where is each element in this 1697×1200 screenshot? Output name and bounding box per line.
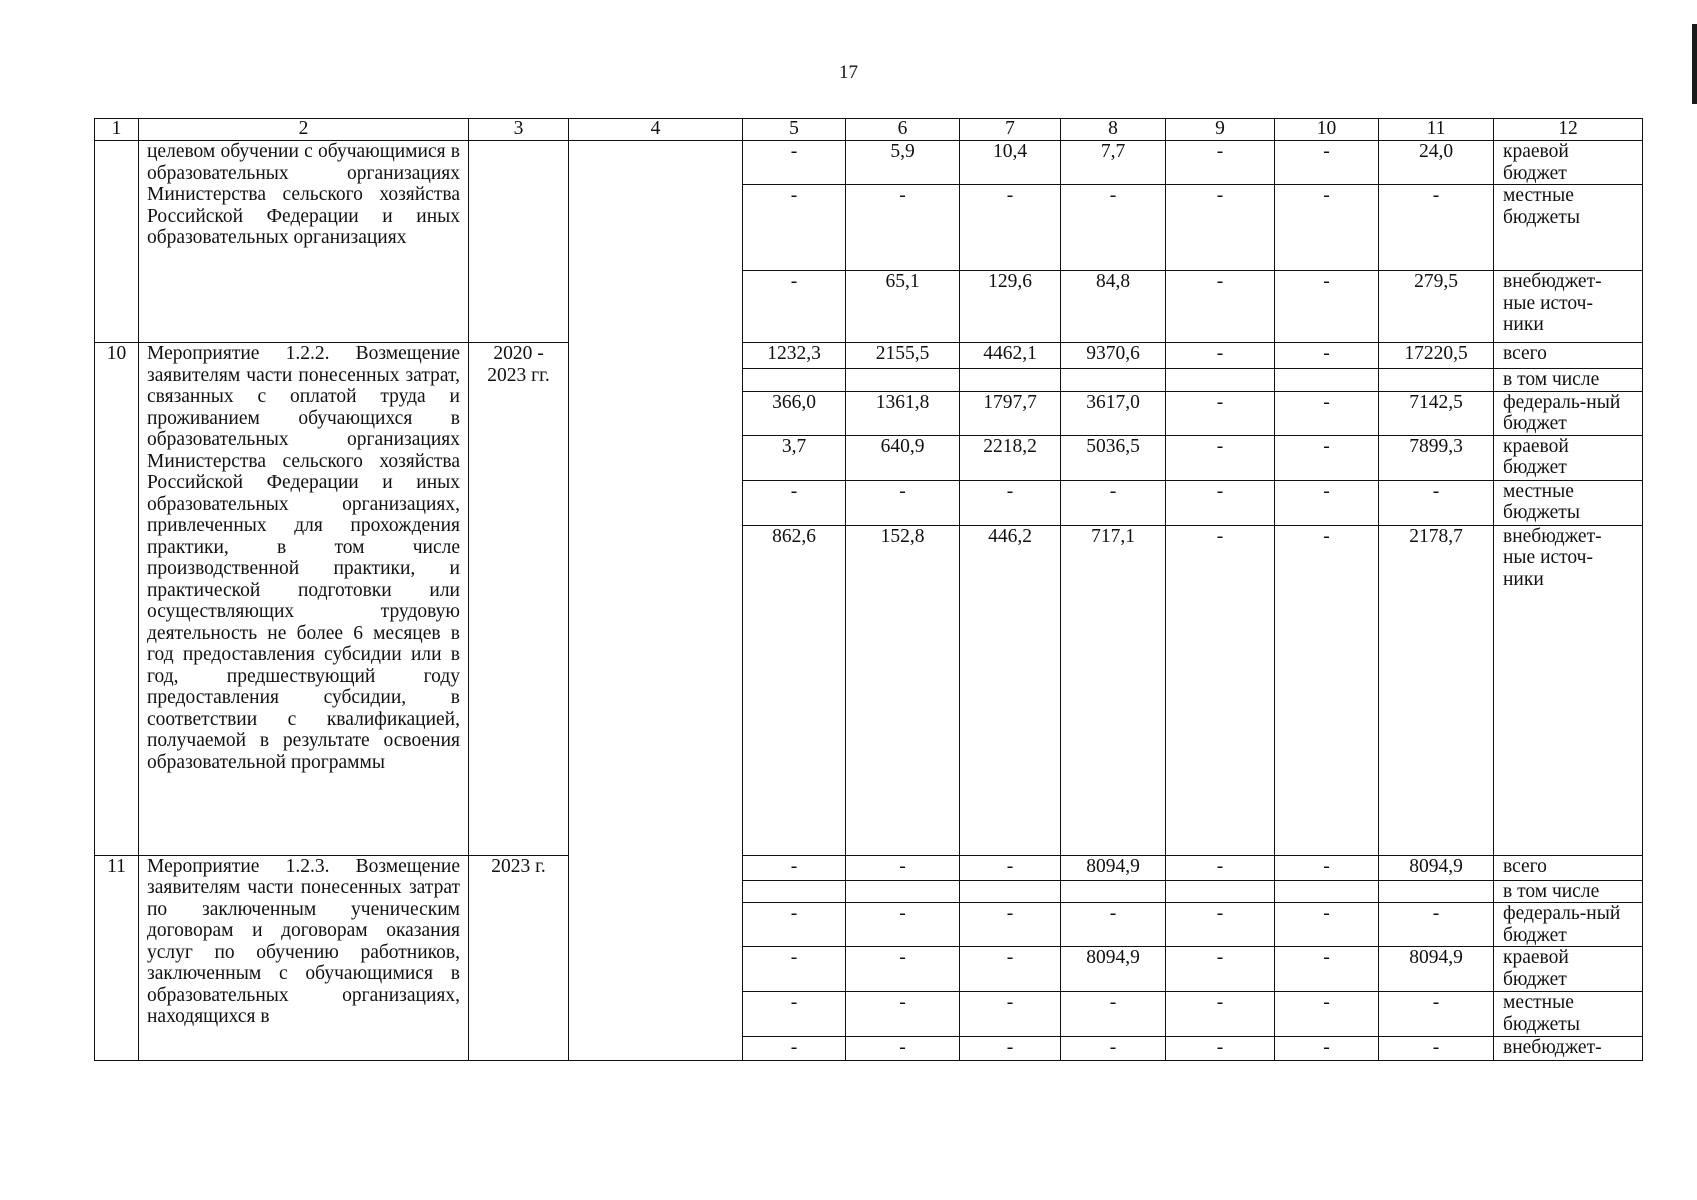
value-cell: - — [1166, 1037, 1275, 1061]
value-cell: - — [846, 185, 960, 271]
funding-source: в том числе — [1494, 880, 1643, 903]
value-cell: - — [1166, 525, 1275, 855]
header-cell: 2 — [139, 119, 469, 141]
value-cell: - — [1061, 1037, 1166, 1061]
funding-source: краевой бюджет — [1494, 947, 1643, 992]
header-cell: 9 — [1166, 119, 1275, 141]
period-cell — [469, 141, 569, 343]
value-cell — [1166, 369, 1275, 392]
scan-edge-mark — [1692, 24, 1697, 104]
value-cell: - — [960, 903, 1061, 947]
page-number: 17 — [839, 62, 858, 83]
value-cell: 3,7 — [743, 435, 846, 480]
value-cell: - — [1379, 480, 1494, 525]
value-cell: - — [1379, 1037, 1494, 1061]
value-cell: 152,8 — [846, 525, 960, 855]
value-cell: - — [743, 480, 846, 525]
value-cell: 8094,9 — [1379, 947, 1494, 992]
value-cell — [1275, 880, 1379, 903]
value-cell: - — [846, 855, 960, 880]
measure-description: целевом обучении с обучающимися в образовательных организациях Министерства сельского хозяйства Российской Федерации и иных образовательных организациях — [139, 141, 469, 343]
value-cell: - — [1166, 855, 1275, 880]
value-cell: 24,0 — [1379, 141, 1494, 185]
value-cell: - — [1061, 903, 1166, 947]
header-cell: 5 — [743, 119, 846, 141]
funding-source: местные бюджеты — [1494, 185, 1643, 271]
value-cell: - — [1275, 271, 1379, 343]
value-cell: - — [1166, 903, 1275, 947]
value-cell — [743, 880, 846, 903]
value-cell: - — [960, 992, 1061, 1037]
value-cell: - — [1061, 992, 1166, 1037]
value-cell: 65,1 — [846, 271, 960, 343]
value-cell: - — [1061, 185, 1166, 271]
value-cell: 1361,8 — [846, 391, 960, 435]
table-row — [95, 141, 1643, 185]
value-cell: 7899,3 — [1379, 435, 1494, 480]
value-cell: - — [1166, 271, 1275, 343]
value-cell: - — [1275, 141, 1379, 185]
value-cell: 4462,1 — [960, 343, 1061, 369]
funding-source: федераль-ный бюджет — [1494, 903, 1643, 947]
header-cell: 3 — [469, 119, 569, 141]
value-cell: - — [960, 855, 1061, 880]
header-cell: 8 — [1061, 119, 1166, 141]
value-cell: - — [1275, 435, 1379, 480]
funding-source: внебюджет-ные источ-ники — [1494, 271, 1643, 343]
value-cell: - — [1275, 1037, 1379, 1061]
value-cell: - — [1275, 525, 1379, 855]
value-cell: 366,0 — [743, 391, 846, 435]
value-cell: - — [1166, 141, 1275, 185]
row-index-cell — [95, 141, 139, 343]
value-cell: 862,6 — [743, 525, 846, 855]
value-cell: 5,9 — [846, 141, 960, 185]
value-cell: 9370,6 — [1061, 343, 1166, 369]
table-row — [95, 855, 1643, 880]
value-cell: 1797,7 — [960, 391, 1061, 435]
funding-source: всего — [1494, 855, 1643, 880]
value-cell: - — [846, 1037, 960, 1061]
period-cell: 2023 г. — [469, 855, 569, 1061]
value-cell: - — [1275, 391, 1379, 435]
value-cell — [1166, 880, 1275, 903]
value-cell: - — [1275, 903, 1379, 947]
value-cell: 17220,5 — [1379, 343, 1494, 369]
value-cell: 8094,9 — [1379, 855, 1494, 880]
value-cell: - — [1275, 992, 1379, 1037]
value-cell: - — [1166, 992, 1275, 1037]
value-cell: - — [846, 903, 960, 947]
funding-source: внебюджет-ные источ-ники — [1494, 525, 1643, 855]
value-cell: - — [743, 855, 846, 880]
value-cell: 8094,9 — [1061, 855, 1166, 880]
value-cell: 2155,5 — [846, 343, 960, 369]
header-cell: 7 — [960, 119, 1061, 141]
value-cell: 7142,5 — [1379, 391, 1494, 435]
value-cell — [1379, 880, 1494, 903]
value-cell: - — [1166, 947, 1275, 992]
header-cell: 10 — [1275, 119, 1379, 141]
value-cell: 279,5 — [1379, 271, 1494, 343]
funding-source: местные бюджеты — [1494, 992, 1643, 1037]
value-cell — [743, 369, 846, 392]
funding-source: федераль-ный бюджет — [1494, 391, 1643, 435]
value-cell: 84,8 — [1061, 271, 1166, 343]
table-row — [95, 343, 1643, 369]
value-cell: - — [1379, 992, 1494, 1037]
value-cell: - — [743, 141, 846, 185]
value-cell: 2178,7 — [1379, 525, 1494, 855]
value-cell: - — [960, 1037, 1061, 1061]
funding-source: краевой бюджет — [1494, 435, 1643, 480]
row-index-cell: 11 — [95, 855, 139, 1061]
value-cell — [1061, 369, 1166, 392]
period-cell: 2020 - 2023 гг. — [469, 343, 569, 856]
value-cell: - — [1166, 343, 1275, 369]
header-cell: 6 — [846, 119, 960, 141]
value-cell: - — [1166, 435, 1275, 480]
funding-source: краевой бюджет — [1494, 141, 1643, 185]
measure-description: Мероприятие 1.2.2. Возмещение заявителям части понесенных затрат, связанных с оплатой труда и проживанием обучающихся в образовательных организациях Министерства сельского хозяйства Российской Федерации и иных образовательных организациях, привлеченных для прохождения практики, в том числе производственной практики, и практической подготовки или осуществляющих трудовую деятельность не более 6 месяцев в год предоставления субсидии или в год, предшествующий году предоставления субсидии, в соответствии с квалификацией, получаемой в результате освоения образовательной программы — [139, 343, 469, 856]
value-cell: 717,1 — [1061, 525, 1166, 855]
value-cell: 7,7 — [1061, 141, 1166, 185]
value-cell: - — [743, 1037, 846, 1061]
value-cell: 129,6 — [960, 271, 1061, 343]
value-cell: - — [743, 992, 846, 1037]
value-cell: - — [1275, 185, 1379, 271]
value-cell: - — [846, 947, 960, 992]
value-cell: 5036,5 — [1061, 435, 1166, 480]
funding-source: внебюджет- — [1494, 1037, 1643, 1061]
value-cell: 3617,0 — [1061, 391, 1166, 435]
value-cell: - — [1061, 480, 1166, 525]
value-cell: - — [846, 992, 960, 1037]
header-cell: 12 — [1494, 119, 1643, 141]
funding-table — [94, 118, 1643, 1061]
value-cell — [846, 369, 960, 392]
value-cell: - — [743, 947, 846, 992]
value-cell — [846, 880, 960, 903]
value-cell: 446,2 — [960, 525, 1061, 855]
header-cell: 11 — [1379, 119, 1494, 141]
value-cell: - — [743, 185, 846, 271]
value-cell: 8094,9 — [1061, 947, 1166, 992]
funding-source: всего — [1494, 343, 1643, 369]
header-cell: 1 — [95, 119, 139, 141]
value-cell — [1275, 369, 1379, 392]
value-cell: - — [743, 903, 846, 947]
value-cell: 640,9 — [846, 435, 960, 480]
value-cell: - — [1166, 185, 1275, 271]
funding-source: местные бюджеты — [1494, 480, 1643, 525]
value-cell: - — [1379, 903, 1494, 947]
value-cell: 10,4 — [960, 141, 1061, 185]
value-cell: - — [1166, 480, 1275, 525]
measure-description: Мероприятие 1.2.3. Возмещение заявителям части понесенных затрат по заключенным ученическим договорам и договорам оказания услуг по обучению работников, заключенным с обучающимися в образовательных организациях, находящихся в — [139, 855, 469, 1061]
value-cell: 2218,2 — [960, 435, 1061, 480]
header-row — [95, 119, 1643, 141]
value-cell: - — [743, 271, 846, 343]
value-cell: - — [960, 185, 1061, 271]
value-cell: - — [1275, 343, 1379, 369]
value-cell: - — [1275, 947, 1379, 992]
value-cell — [1379, 369, 1494, 392]
column-4-cell — [569, 141, 743, 1061]
value-cell: 1232,3 — [743, 343, 846, 369]
value-cell: - — [846, 480, 960, 525]
value-cell: - — [1275, 480, 1379, 525]
value-cell — [1061, 880, 1166, 903]
value-cell — [960, 369, 1061, 392]
funding-source: в том числе — [1494, 369, 1643, 392]
header-cell: 4 — [569, 119, 743, 141]
value-cell: - — [960, 947, 1061, 992]
value-cell: - — [1379, 185, 1494, 271]
value-cell: - — [1166, 391, 1275, 435]
value-cell — [960, 880, 1061, 903]
value-cell: - — [1275, 855, 1379, 880]
row-index-cell: 10 — [95, 343, 139, 856]
value-cell: - — [960, 480, 1061, 525]
